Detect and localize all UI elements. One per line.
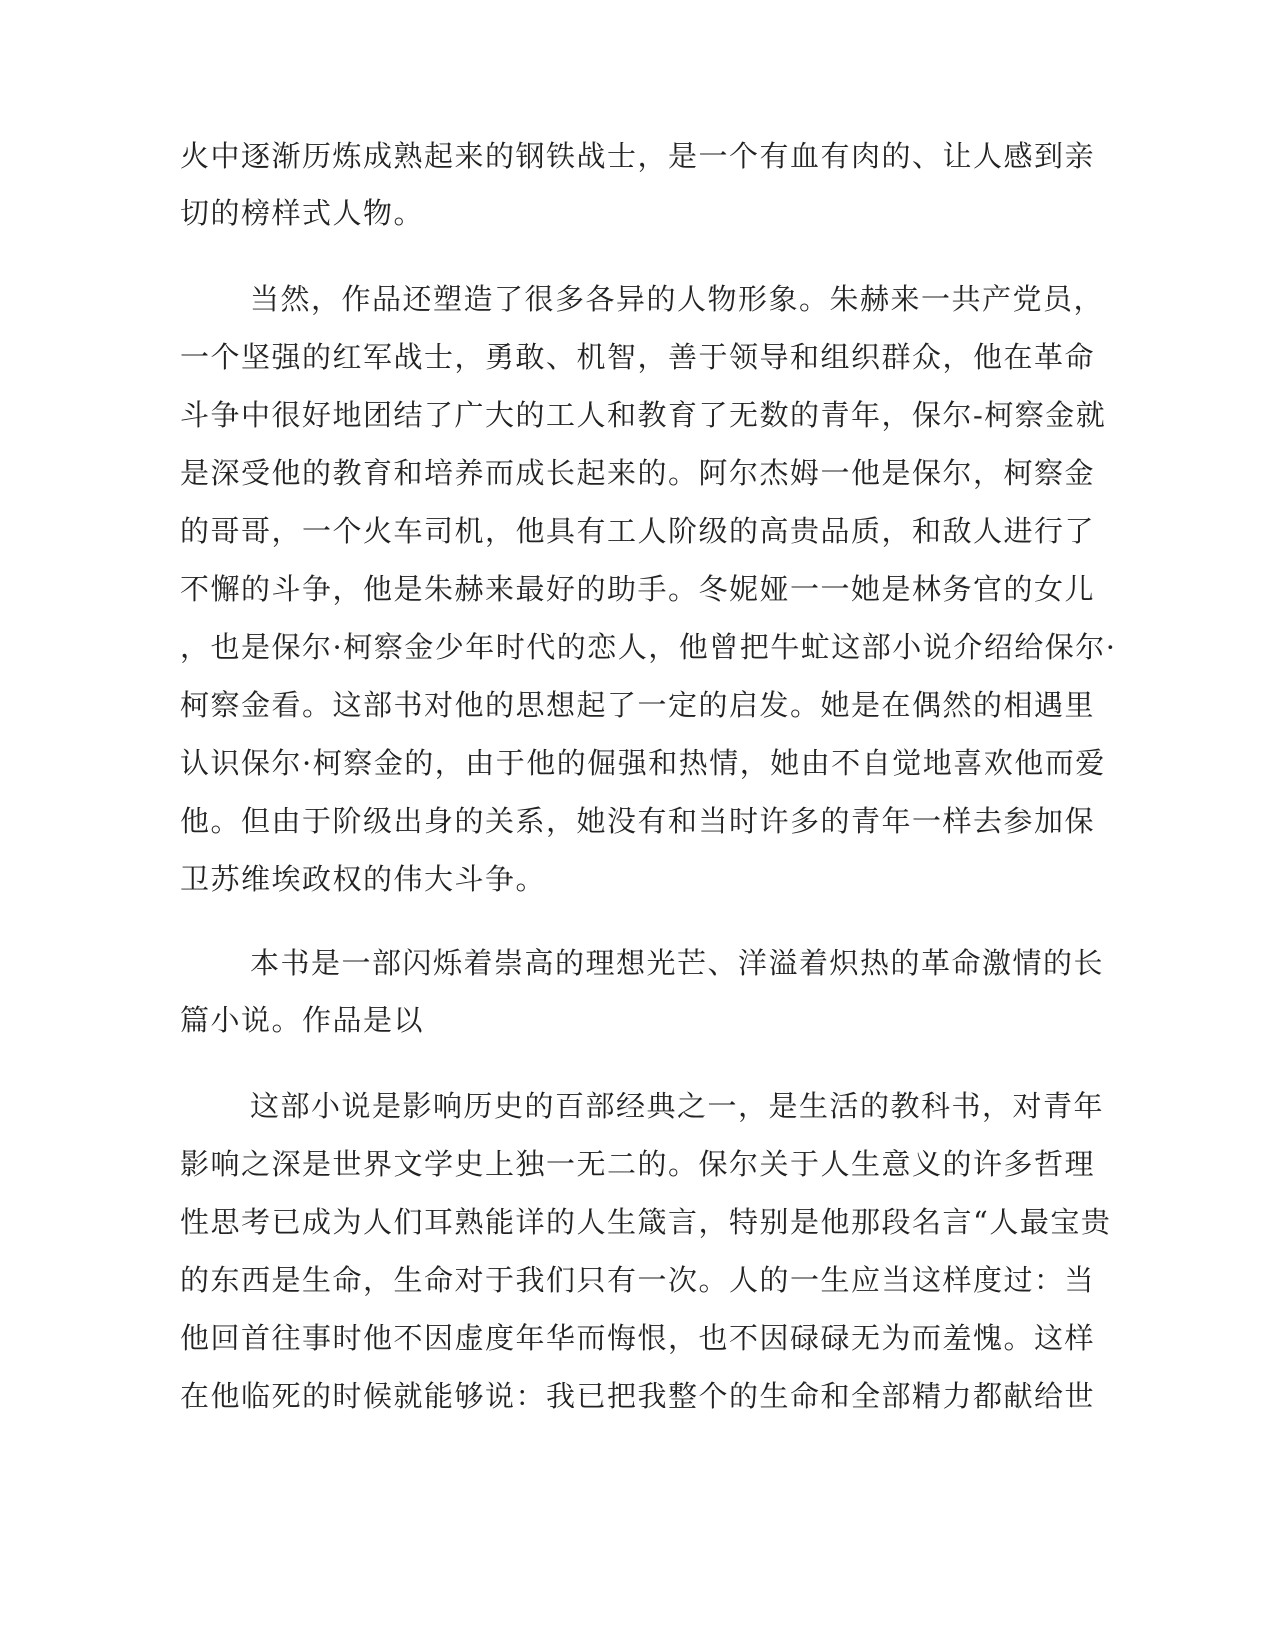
text-line: 火中逐渐历炼成熟起来的钢铁战士，是一个有血有肉的、让人感到亲 xyxy=(180,139,1096,173)
text-line: 是深受他的教育和培养而成长起来的。阿尔杰姆一他是保尔，柯察金 xyxy=(180,456,1096,490)
text-line: 认识保尔·柯察金的，由于他的倔强和热情，她由不自觉地喜欢他而爱 xyxy=(180,746,1106,780)
text-line: 一个坚强的红军战士，勇敢、机智，善于领导和组织群众，他在革命 xyxy=(180,340,1096,374)
text-line: ，也是保尔·柯察金少年时代的恋人，他曾把牛虻这部小说介绍给保尔· xyxy=(180,630,1117,664)
text-line: 本书是一部闪烁着崇高的理想光芒、洋溢着炽热的革命激情的长 xyxy=(250,946,1105,980)
text-line: 斗争中很好地团结了广大的工人和教育了无数的青年，保尔-柯察金就 xyxy=(180,398,1107,432)
text-line: 当然，作品还塑造了很多各异的人物形象。朱赫来一共产党员， xyxy=(250,282,1105,316)
text-line: 在他临死的时候就能够说：我已把我整个的生命和全部精力都献给世 xyxy=(180,1379,1096,1413)
text-line: 不懈的斗争，他是朱赫来最好的助手。冬妮娅一一她是林务官的女儿 xyxy=(180,572,1096,606)
text-line: 柯察金看。这部书对他的思想起了一定的启发。她是在偶然的相遇里 xyxy=(180,688,1096,722)
text-line: 他回首往事时他不因虚度年华而悔恨，也不因碌碌无为而羞愧。这样 xyxy=(180,1321,1096,1355)
text-line: 卫苏维埃政权的伟大斗争。 xyxy=(180,862,547,896)
text-line: 这部小说是影响历史的百部经典之一，是生活的教科书，对青年 xyxy=(250,1089,1105,1123)
text-line: 性思考已成为人们耳熟能详的人生箴言，特别是他那段名言“人最宝贵 xyxy=(180,1205,1112,1239)
text-line: 影响之深是世界文学史上独一无二的。保尔关于人生意义的许多哲理 xyxy=(180,1147,1096,1181)
text-line: 的哥哥，一个火车司机，他具有工人阶级的高贵品质，和敌人进行了 xyxy=(180,514,1096,548)
text-line: 他。但由于阶级出身的关系，她没有和当时许多的青年一样去参加保 xyxy=(180,804,1096,838)
text-line: 切的榜样式人物。 xyxy=(180,196,425,230)
text-line: 篇小说。作品是以 xyxy=(180,1003,425,1037)
text-line: 的东西是生命，生命对于我们只有一次。人的一生应当这样度过：当 xyxy=(180,1263,1096,1297)
